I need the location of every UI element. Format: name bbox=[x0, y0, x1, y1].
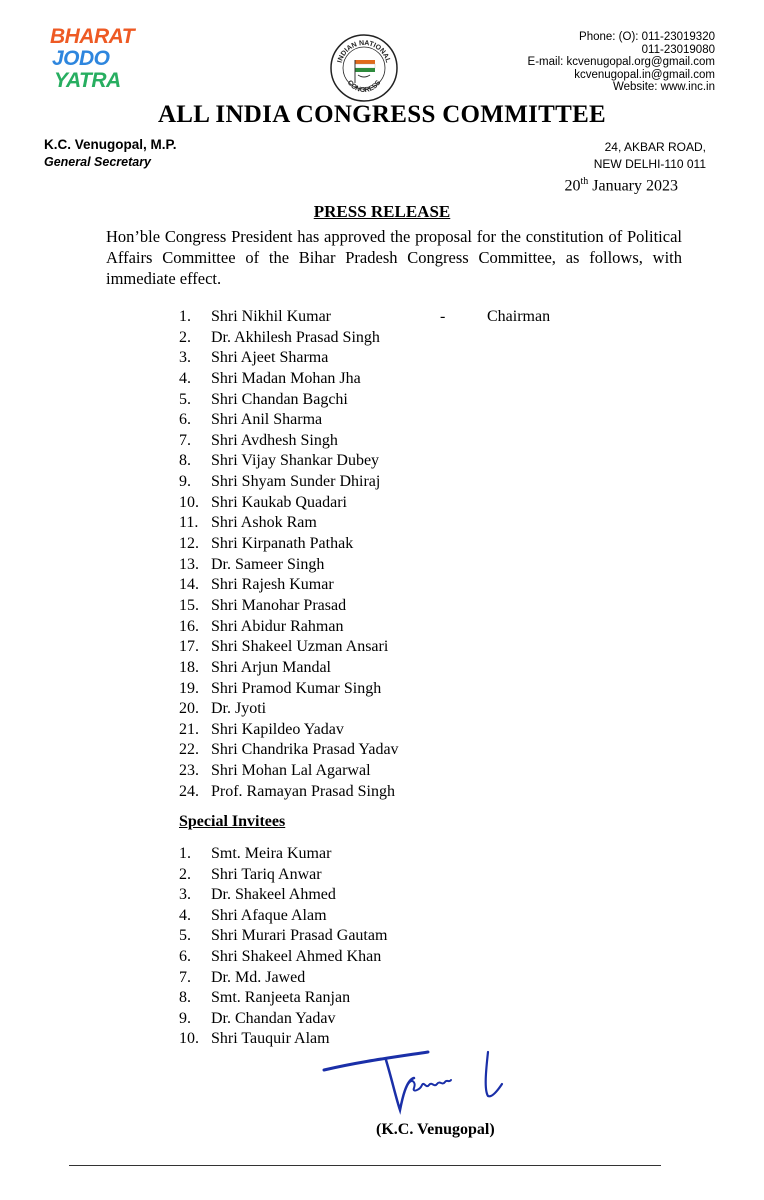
special-invitees-heading: Special Invitees bbox=[179, 813, 286, 830]
member-name: Shri Pramod Kumar Singh bbox=[211, 679, 382, 697]
email-line-1: E-mail: kcvenugopal.org@gmail.com bbox=[527, 56, 715, 68]
logo-line-bharat: BHARAT bbox=[50, 25, 135, 48]
member-name: Dr. Chandan Yadav bbox=[211, 1009, 336, 1027]
member-name: Shri Ashok Ram bbox=[211, 514, 317, 532]
item-number: 1. bbox=[179, 845, 191, 862]
member-name: Shri Avdhesh Singh bbox=[211, 431, 338, 449]
sender-role: General Secretary bbox=[44, 155, 152, 169]
list-item bbox=[179, 988, 387, 1009]
signature-icon bbox=[318, 1040, 518, 1120]
item-number: 3. bbox=[179, 886, 191, 904]
chairman-label: Chairman bbox=[487, 308, 551, 325]
item-number: 5. bbox=[179, 390, 191, 408]
intro-paragraph: Hon’ble Congress President has approved the proposal for the constitution of Political Affairs Committee of the Bihar Pradesh Congress Committee, as follows, with immediate effect. bbox=[106, 227, 682, 288]
list-item bbox=[179, 513, 399, 534]
list-item bbox=[179, 575, 399, 596]
list-item bbox=[179, 844, 387, 865]
item-number: 8. bbox=[179, 989, 191, 1007]
item-number: 22. bbox=[179, 741, 199, 759]
item-number: 20. bbox=[179, 700, 199, 718]
member-name: Shri Kirpanath Pathak bbox=[211, 535, 354, 553]
list-item bbox=[179, 596, 399, 617]
item-number: 7. bbox=[179, 431, 191, 449]
item-number: 13. bbox=[179, 555, 199, 573]
emblem-top-text: INDIAN NATIONAL bbox=[336, 39, 392, 64]
list-item bbox=[179, 637, 399, 658]
date-suffix: th bbox=[580, 176, 589, 187]
member-name: Dr. Sameer Singh bbox=[211, 555, 325, 573]
member-name: Prof. Ramayan Prasad Singh bbox=[211, 782, 395, 800]
member-name: Shri Afaque Alam bbox=[211, 906, 327, 924]
list-item bbox=[179, 740, 399, 761]
item-number: 10. bbox=[179, 1030, 199, 1048]
phone-line-2: 011-23019080 bbox=[641, 43, 715, 56]
member-name: Shri Kaukab Quadari bbox=[211, 493, 347, 511]
item-number: 16. bbox=[179, 617, 199, 635]
list-item bbox=[179, 1009, 387, 1030]
list-item bbox=[179, 968, 387, 989]
member-name: Shri Shyam Sunder Dhiraj bbox=[211, 473, 381, 491]
item-number: 2. bbox=[179, 865, 191, 883]
contact-block bbox=[528, 31, 715, 94]
item-number: 21. bbox=[179, 720, 199, 738]
list-item bbox=[179, 534, 399, 555]
member-name: Shri Nikhil Kumar bbox=[211, 308, 331, 325]
item-number: 17. bbox=[179, 638, 199, 656]
member-name: Dr. Akhilesh Prasad Singh bbox=[211, 328, 380, 346]
member-name: Shri Chandan Bagchi bbox=[211, 390, 348, 408]
item-number: 1. bbox=[179, 308, 191, 325]
list-item bbox=[179, 410, 399, 431]
list-item bbox=[179, 348, 399, 369]
item-number: 14. bbox=[179, 576, 199, 594]
member-name: Shri Anil Sharma bbox=[211, 411, 323, 429]
member-name: Dr. Shakeel Ahmed bbox=[211, 886, 336, 904]
signatory-name: (K.C. Venugopal) bbox=[376, 1121, 495, 1138]
list-item bbox=[179, 865, 387, 886]
list-item bbox=[179, 307, 551, 328]
item-number: 4. bbox=[179, 369, 191, 387]
svg-text:CONGRESS bbox=[346, 79, 383, 94]
member-name: Shri Ajeet Sharma bbox=[211, 349, 329, 367]
list-item bbox=[179, 947, 387, 968]
member-name: Shri Chandrika Prasad Yadav bbox=[211, 741, 399, 759]
website-line: Website: www.inc.in bbox=[612, 81, 715, 93]
address-block bbox=[594, 139, 706, 173]
address-line-1: 24, AKBAR ROAD, bbox=[604, 140, 706, 154]
members-list bbox=[179, 307, 551, 802]
item-number: 10. bbox=[179, 493, 199, 511]
list-item bbox=[179, 720, 399, 741]
item-number: 18. bbox=[179, 658, 199, 676]
member-name: Shri Shakeel Uzman Ansari bbox=[211, 638, 389, 656]
release-date bbox=[564, 176, 678, 195]
member-name: Shri Tariq Anwar bbox=[211, 865, 322, 883]
item-number: 19. bbox=[179, 679, 199, 697]
list-item bbox=[179, 658, 399, 679]
item-number: 3. bbox=[179, 349, 191, 367]
chairman-dash: - bbox=[440, 308, 446, 325]
member-name: Smt. Meira Kumar bbox=[211, 845, 332, 862]
item-number: 8. bbox=[179, 452, 191, 470]
list-item bbox=[179, 369, 399, 390]
item-number: 11. bbox=[179, 514, 199, 532]
member-name: Shri Abidur Rahman bbox=[211, 617, 344, 635]
item-number: 6. bbox=[179, 411, 191, 429]
list-item bbox=[179, 555, 399, 576]
item-number: 12. bbox=[179, 535, 199, 553]
letterhead-title: ALL INDIA CONGRESS COMMITTEE bbox=[157, 101, 607, 128]
item-number: 4. bbox=[179, 906, 191, 924]
phone-line-1: Phone: (O): 011-23019320 bbox=[579, 31, 715, 43]
emblem-bottom-text: CONGRESS bbox=[345, 79, 383, 95]
date-rest: January 2023 bbox=[588, 177, 678, 195]
list-item bbox=[179, 328, 399, 349]
list-item bbox=[179, 431, 399, 452]
member-name: Shri Tauquir Alam bbox=[211, 1030, 330, 1048]
item-number: 23. bbox=[179, 762, 199, 780]
member-name: Shri Kapildeo Yadav bbox=[211, 720, 344, 738]
item-number: 9. bbox=[179, 473, 191, 491]
item-number: 9. bbox=[179, 1009, 191, 1027]
list-item bbox=[179, 699, 399, 720]
item-number: 6. bbox=[179, 947, 191, 965]
email-line-2: kcvenugopal.in@gmail.com bbox=[574, 68, 715, 81]
member-name: Smt. Ranjeeta Ranjan bbox=[211, 989, 351, 1007]
member-name: Shri Murari Prasad Gautam bbox=[211, 927, 388, 945]
address-line-2: NEW DELHI-110 011 bbox=[593, 157, 706, 171]
list-item bbox=[179, 451, 399, 472]
member-name: Shri Madan Mohan Jha bbox=[211, 369, 361, 387]
invitees-list bbox=[179, 844, 387, 1050]
bharat-jodo-yatra-logo bbox=[50, 25, 135, 96]
list-item bbox=[179, 617, 399, 638]
list-item bbox=[179, 885, 387, 906]
press-release-heading: PRESS RELEASE bbox=[313, 202, 451, 221]
member-name: Dr. Jyoti bbox=[211, 700, 267, 718]
item-number: 7. bbox=[179, 968, 191, 986]
list-item bbox=[179, 390, 399, 411]
footer-rule bbox=[69, 1165, 661, 1166]
logo-line-yatra: YATRA bbox=[54, 69, 121, 92]
item-number: 15. bbox=[179, 596, 199, 614]
item-number: 2. bbox=[179, 328, 191, 346]
congress-emblem-icon bbox=[329, 33, 399, 103]
date-day: 20 bbox=[564, 177, 581, 195]
member-name: Dr. Md. Jawed bbox=[211, 968, 306, 986]
member-name: Shri Manohar Prasad bbox=[211, 596, 347, 614]
list-item bbox=[179, 782, 399, 803]
sender-name: K.C. Venugopal, M.P. bbox=[44, 137, 177, 152]
member-name: Shri Mohan Lal Agarwal bbox=[211, 762, 371, 780]
list-item bbox=[179, 493, 399, 514]
member-name: Shri Rajesh Kumar bbox=[211, 576, 334, 594]
member-name: Shri Arjun Mandal bbox=[211, 658, 331, 676]
logo-line-jodo: JODO bbox=[52, 47, 110, 70]
member-name: Shri Vijay Shankar Dubey bbox=[211, 452, 380, 470]
list-item bbox=[179, 906, 387, 927]
item-number: 24. bbox=[179, 782, 199, 800]
list-item bbox=[179, 761, 399, 782]
item-number: 5. bbox=[179, 927, 191, 945]
list-item bbox=[179, 679, 399, 700]
list-item bbox=[179, 926, 387, 947]
list-item bbox=[179, 472, 399, 493]
member-name: Shri Shakeel Ahmed Khan bbox=[211, 947, 382, 965]
